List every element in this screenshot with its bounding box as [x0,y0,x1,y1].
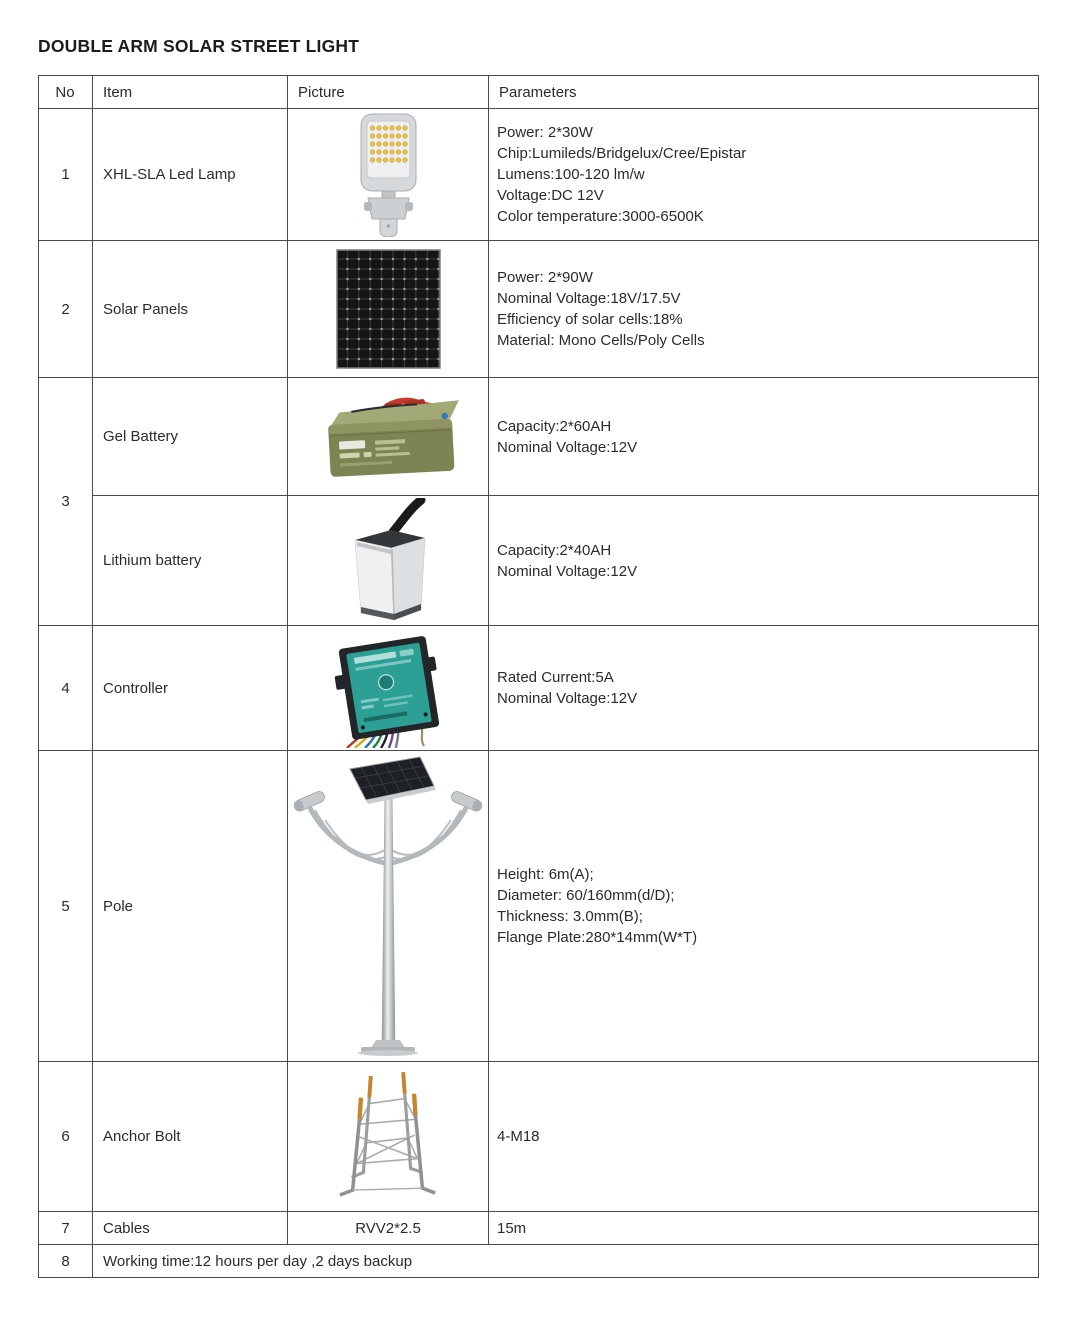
row-no: 7 [39,1212,93,1245]
header-item: Item [93,76,288,109]
table-row [39,1212,1039,1245]
row-no: 1 [39,109,93,241]
picture-cell [288,109,489,241]
param-line: 15m [497,1219,527,1237]
param-line: Power: 2*30W [497,124,593,141]
param-line: Color temperature:3000-6500K [497,208,704,225]
param-line: Thickness: 3.0mm(B); [497,908,643,925]
led-lamp-photo [341,112,436,237]
param-line: Nominal Voltage:12V [497,690,638,707]
picture-cell [288,751,489,1062]
row-item: Pole [93,751,288,1062]
table-row [39,626,1039,751]
gel-battery-photo [313,392,463,482]
row-no: 8 [39,1245,93,1278]
param-line: Flange Plate:280*14mm(W*T) [497,929,698,946]
picture-cell [288,1062,489,1212]
row-item: Anchor Bolt [93,1062,288,1212]
params-cell [489,378,1039,496]
param-line: Diameter: 60/160mm(d/D); [497,887,675,904]
page-title: DOUBLE ARM SOLAR STREET LIGHT [38,36,360,56]
param-line: Nominal Voltage:12V [497,438,638,456]
param-line: Efficiency of solar cells:18% [497,311,683,328]
params-cell [489,751,1039,1062]
table-row [39,751,1039,1062]
row-item: Controller [93,626,288,751]
picture-cell [288,378,489,496]
spec-table [38,75,1039,1278]
row-no: 5 [39,751,93,1062]
params-cell [489,1062,1039,1212]
param-line: Height: 6m(A); [497,866,594,883]
table-row [39,109,1039,241]
row-item: Gel Battery [93,378,288,496]
row-item: Cables [93,1212,288,1245]
param-line: Nominal Voltage:18V/17.5V [497,290,681,307]
param-line: Nominal Voltage:12V [497,562,638,580]
lithium-battery-photo [333,498,443,623]
solar-panel-photo [336,249,441,369]
table-row [39,1062,1039,1212]
row-no: 4 [39,626,93,751]
picture-cell [288,241,489,378]
param-line: Lumens:100-120 lm/w [497,166,645,183]
table-row [39,241,1039,378]
param-line: Chip:Lumileds/Bridgelux/Cree/Epistar [497,145,747,162]
param-line: 4-M18 [497,1128,540,1145]
param-line: Capacity:2*60AH [497,417,612,435]
pole-photo [293,756,483,1056]
table-row [39,378,1039,496]
param-line: Rated Current:5A [497,669,614,686]
params-cell [489,1212,1039,1245]
row-no: 6 [39,1062,93,1212]
param-line: Material: Mono Cells/Poly Cells [497,332,705,349]
row-item: XHL-SLA Led Lamp [93,109,288,241]
picture-cell [288,496,489,626]
controller-photo [323,628,453,748]
params-cell [489,496,1039,626]
row-item: Solar Panels [93,241,288,378]
param-line: Capacity:2*40AH [497,541,612,559]
row-item: Lithium battery [93,496,288,626]
params-cell [489,109,1039,241]
picture-cell [288,626,489,751]
param-line: Voltage:DC 12V [497,187,604,204]
params-cell [489,626,1039,751]
param-line: Power: 2*90W [497,269,593,286]
params-cell [489,241,1039,378]
header-picture: Picture [288,76,489,109]
cable-type-cell: RVV2*2.5 [288,1212,489,1245]
anchor-bolt-photo [329,1068,447,1206]
row-no: 2 [39,241,93,378]
table-row [39,1245,1039,1278]
table-header-row [39,76,1039,109]
table-row [39,496,1039,626]
row-no: 3 [39,378,93,626]
working-time-cell: Working time:12 hours per day ,2 days backup [93,1245,1039,1278]
header-no: No [39,76,93,109]
header-parameters: Parameters [489,76,1039,109]
